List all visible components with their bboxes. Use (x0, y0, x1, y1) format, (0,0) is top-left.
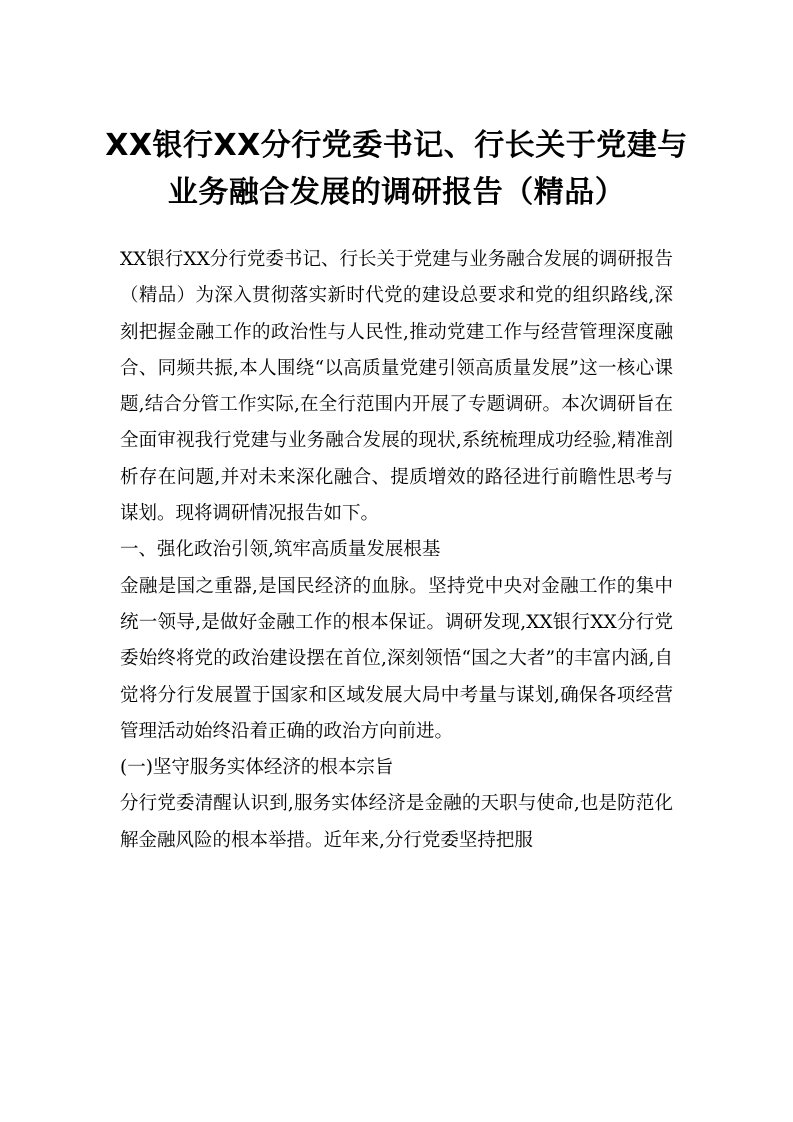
title-line-2: 业务融合发展的调研报告（精品） (167, 175, 626, 210)
intro-paragraph: XX银行XX分行党委书记、行长关于党建与业务融合发展的调研报告（精品）为深入贯彻落实新时代党的建设总要求和党的组织路线,深刻把握金融工作的政治性与人民性,推动党建工作与经营管理深度融合、同频共振,本人围绕“以高质量党建引领高质量发展”这一核心课题,结合分管工作实际,在全行范围内开展了专题调研。本次调研旨在全面审视我行党建与业务融合发展的现状,系统梳理成功经验,精准剖析存在问题,并对未来深化融合、提质增效的路径进行前瞻性思考与谋划。现将调研情况报告如下。 (120, 249, 673, 525)
title-line-1: XX银行XX分行党委书记、行长关于党建与 (105, 128, 688, 163)
section-1-paragraph: 金融是国之重器,是国民经济的血脉。坚持党中央对金融工作的集中统一领导,是做好金融工作的根本保证。调研发现,XX银行XX分行党委始终将党的政治建设摆在首位,深刻领悟“国之大者”的丰富内涵,自觉将分行发展置于国家和区域发展大局中考量与谋划,确保各项经营管理活动始终沿着正确的政治方向前进。 (120, 575, 673, 742)
document-body (120, 242, 673, 859)
subsection-1-paragraph: 分行党委清醒认识到,服务实体经济是金融的天职与使命,也是防范化解金融风险的根本举措。近年来,分行党委坚持把服 (120, 793, 673, 851)
subsection-heading-1: (一)坚守服务实体经济的根本宗旨 (120, 757, 394, 779)
document-title (100, 122, 693, 216)
section-heading-1: 一、强化政治引领,筑牢高质量发展根基 (120, 539, 441, 561)
